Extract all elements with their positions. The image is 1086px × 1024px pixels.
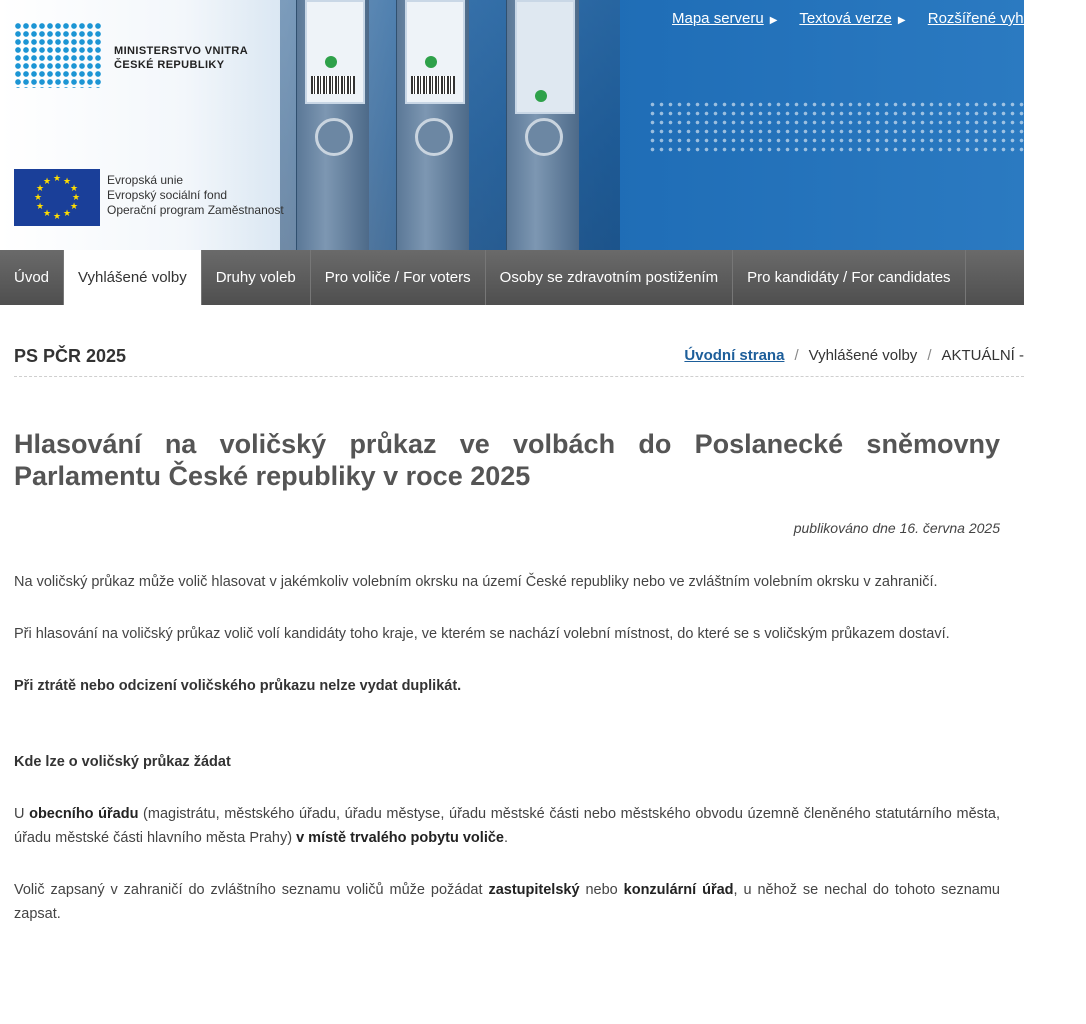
eu-line: Evropský sociální fond	[107, 188, 228, 202]
text-bold: v místě trvalého pobytu voliče	[296, 830, 504, 846]
text: nebo	[579, 882, 624, 898]
article-title: Hlasování na voličský průkaz ve volbách do Poslanecké sněmovny Parlamentu České republiky v roce 2025	[14, 429, 1000, 491]
text: U	[14, 806, 30, 822]
top-links	[672, 10, 1086, 27]
published-date: publikováno dne 16. června 2025	[793, 520, 1000, 536]
text-bold: zastupitelský	[488, 882, 580, 898]
arrow-right-icon: ▶	[769, 15, 778, 26]
advanced-search-link[interactable]: Rozšířené vyhledávání	[927, 10, 1081, 27]
nav-item-vyhlasene-volby[interactable]: Vyhlášené volby	[64, 250, 202, 305]
text: , u něhož se nechal do tohoto seznamu zapsat.	[14, 882, 1000, 922]
site-header	[0, 0, 1081, 250]
breadcrumb-home-link[interactable]: Úvodní strana	[684, 347, 785, 364]
eu-line: Evropská unie	[107, 173, 184, 187]
section-heading: Kde lze o voličský průkaz žádat	[14, 754, 231, 770]
breadcrumb-separator: /	[794, 347, 799, 364]
breadcrumb-separator: /	[927, 347, 932, 364]
nav-item-druhy-voleb[interactable]: Druhy voleb	[202, 250, 311, 305]
text-version-link[interactable]: Textová verze	[799, 10, 892, 27]
main-navigation	[0, 250, 1024, 305]
text: .	[503, 830, 509, 846]
paragraph: Na voličský průkaz může volič hlasovat v jakémkoliv volebním okrsku na území České republiky nebo ve zvláštním volebním okrsku v zahraničí.	[14, 574, 938, 590]
binder-image	[296, 0, 369, 250]
binder-image	[396, 0, 469, 250]
breadcrumb-item[interactable]: Vyhlášené volby	[808, 347, 918, 364]
logo-line: MINISTERSTVO VNITRA	[114, 45, 249, 57]
paragraph	[14, 802, 1000, 850]
header-dot-pattern	[648, 100, 1024, 156]
text-bold: obecního úřadu	[29, 806, 139, 822]
eu-funding-text	[107, 173, 284, 218]
breadcrumb-current: AKTUÁLNÍ -	[941, 347, 1024, 364]
text: (magistrátu, městského úřadu, úřadu městyse, úřadu městské části nebo městského obvodu územně členěného statutárního města, úřadu městské části hlavního města Prahy)	[14, 806, 1001, 846]
nav-item-uvod[interactable]: Úvod	[0, 250, 64, 305]
nav-item-osoby-postizeni[interactable]: Osoby se zdravotním postižením	[486, 250, 733, 305]
site-map-link[interactable]: Mapa serveru	[672, 10, 764, 27]
arrow-right-icon: ▶	[897, 15, 906, 26]
paragraph: Při hlasování na voličský průkaz volič volí kandidáty toho kraje, ve kterém se nachází volební místnost, do které se s voličským průkazem dostaví.	[14, 626, 950, 642]
article	[14, 428, 1000, 926]
title-row	[14, 346, 1024, 377]
breadcrumb	[684, 347, 1024, 364]
nav-item-pro-kandidaty[interactable]: Pro kandidáty / For candidates	[733, 250, 965, 305]
eu-flag-icon: ★ ★ ★ ★ ★ ★ ★ ★ ★ ★ ★ ★	[14, 169, 100, 226]
binder-image	[506, 0, 579, 250]
ministry-logo-text[interactable]	[114, 44, 248, 72]
nav-item-pro-volice[interactable]: Pro voliče / For voters	[311, 250, 486, 305]
page-title: PS PČR 2025	[14, 346, 127, 366]
text: Volič zapsaný v zahraničí do zvláštního seznamu voličů může požádat	[14, 882, 489, 898]
ministry-logo-icon[interactable]	[14, 22, 102, 88]
paragraph	[14, 878, 1000, 926]
text-bold: konzulární úřad	[623, 882, 734, 898]
paragraph-bold: Při ztrátě nebo odcizení voličského průkazu nelze vydat duplikát.	[14, 678, 462, 694]
logo-line: ČESKÉ REPUBLIKY	[114, 59, 225, 71]
eu-line: Operační program Zaměstnanost	[107, 203, 284, 217]
